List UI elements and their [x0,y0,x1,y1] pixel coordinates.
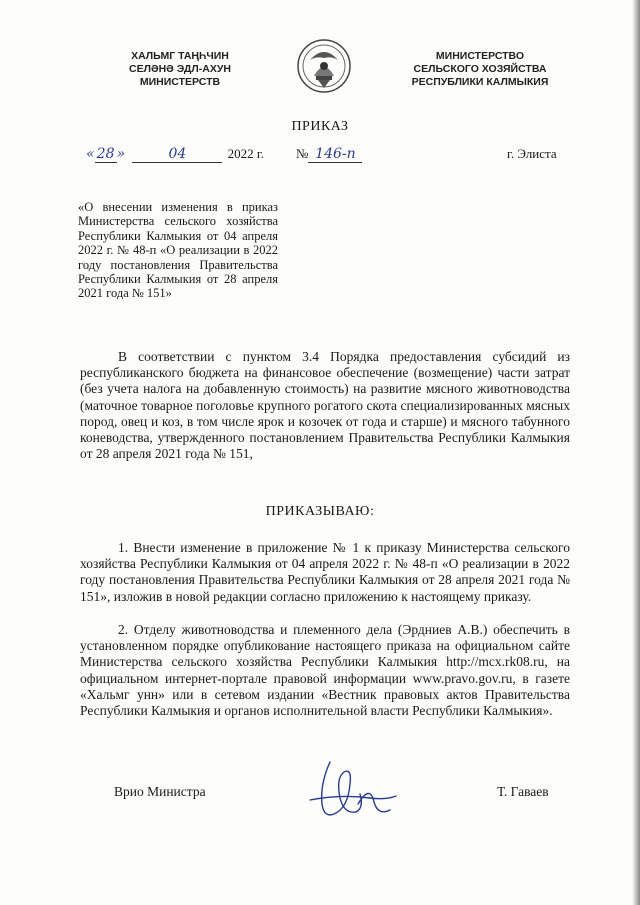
number-value: 146-п [308,146,362,163]
handwritten-signature [300,754,400,826]
city: г. Элиста [507,146,557,161]
order-subject: «О внесении изменения в приказ Министерства сельского хозяйства Республики Калмыкия от 04 апреля 2022 г. № 48-п «О реализации в 2022 году постановления Правительства Республики Калмыкия от 28 апреля 2021 года № 151» [78,200,278,301]
header-right-line: СЕЛЬСКОГО ХОЗЯЙСТВА [413,63,547,75]
date-month: 04 [132,146,222,163]
header-right-russian [395,50,565,89]
header-left-line: СЕЛӘНӘ ЭДЛ-АХУН [129,63,231,75]
header-right-line: РЕСПУБЛИКИ КАЛМЫКИЯ [411,76,549,88]
order-item-1: 1. Внести изменение в приложение № 1 к приказу Министерства сельского хозяйства Республики Калмыкия от 04 апреля 2022 г. № 48-п «О реализации в 2022 году постановления Правительства Республики Калмыкия от 28 апреля 2021 года № 151», изложив в новой редакции согласно приложению к настоящему приказу. [80,540,570,604]
order-item-2: 2. Отделу животноводства и племенного дела (Эрдниев А.В.) обеспечить в установленном порядке опубликование настоящего приказа на официальном сайте Министерства сельского хозяйства Республики Калмыкия http://mcx.rk08.ru, на официальном интернет-портале правовой информации www.pravo.gov.ru, в газете «Хальмг унн» или в сетевом издании «Вестник правовых актов Правительства Республики Калмыкия и органов исполнительной власти Республики Калмыкия». [80,622,570,719]
preamble-paragraph: В соответствии с пунктом 3.4 Порядка предоставления субсидий из республиканского бюджета на финансовое обеспечение (возмещение) части затрат (без учета налога на добавленную стоимость) на развитие мясного животноводства (маточное товарное поголовье крупного рогатого скота специализированных мясных пород, овец и коз, в том числе ярок и козочек от года и старше) и мясного табунного коневодства, утвержденного постановлением Правительства Республики Калмыкия от 28 апреля 2021 года № 151, [80,349,570,462]
header-left-line: ХАЛЬМГ ТАҢҺЧИН [131,50,229,62]
order-date [86,146,264,163]
date-open-quote: « [86,146,95,162]
header-left-kalmyk [105,50,255,89]
date-day: 28 [95,146,117,163]
emblem-icon [296,36,352,96]
number-label: № [296,146,309,161]
document-type-title: ПРИКАЗ [291,119,349,134]
scan-edge-shadow [632,0,640,905]
header-left-line: МИНИСТЕРСТВ [139,76,221,88]
date-close-quote: » [116,146,126,162]
order-number [296,146,362,163]
signatory-name: Т. Гаваев [497,784,549,799]
signatory-position: Врио Министра [114,784,206,799]
order-word: ПРИКАЗЫВАЮ: [265,504,375,519]
header-right-line: МИНИСТЕРСТВО [435,50,525,62]
date-year: 2022 г. [227,146,265,161]
